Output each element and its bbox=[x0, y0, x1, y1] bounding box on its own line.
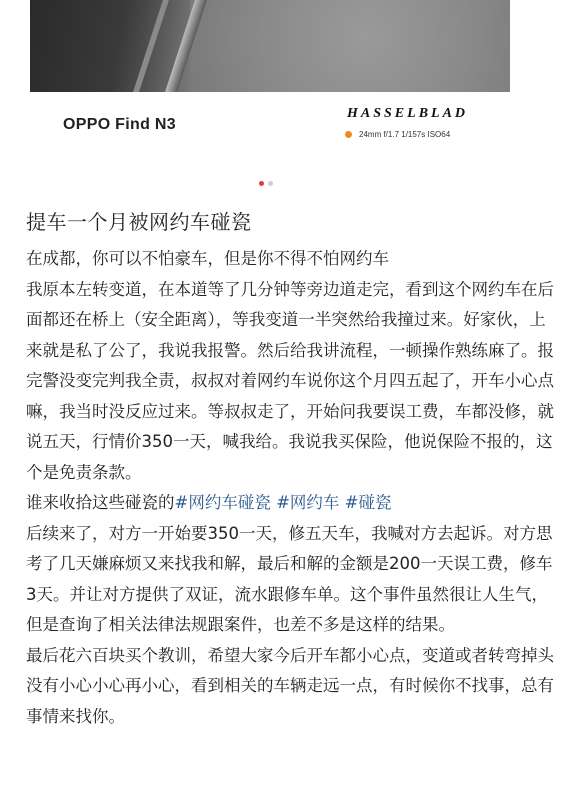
image-pager bbox=[259, 181, 273, 186]
camera-model: OPPO Find N3 bbox=[63, 116, 176, 133]
camera-brand-logo: HASSELBLAD bbox=[347, 106, 469, 121]
camera-watermark bbox=[30, 92, 510, 162]
pager-dot-1[interactable] bbox=[259, 181, 264, 186]
pager-dot-2[interactable] bbox=[268, 181, 273, 186]
post-paragraph-3 bbox=[26, 488, 556, 519]
phone-shadow bbox=[30, 0, 190, 92]
camera-params bbox=[345, 130, 450, 139]
photo-image[interactable] bbox=[30, 0, 510, 92]
lens-dot-icon bbox=[345, 131, 352, 138]
post-paragraph-5: 最后花六百块买个教训，希望大家今后开车都小心点，变道或者转弯掉头没有小心小心再小心，看到相关的车辆走远一点，有时候你不找事，总有事情来找你。 bbox=[26, 645, 554, 726]
hashtag-link[interactable]: #网约车碰瓷 bbox=[174, 493, 271, 512]
post-title: 提车一个月被网约车碰瓷 bbox=[26, 210, 252, 234]
camera-params-text: 24mm f/1.7 1/157s ISO64 bbox=[359, 130, 451, 139]
hashtag-link[interactable]: #网约车 bbox=[276, 493, 340, 512]
hashtag-link[interactable]: #碰瓷 bbox=[344, 493, 392, 512]
post-paragraph-1: 在成都，你可以不怕豪车，但是你不得不怕网约车 bbox=[26, 249, 389, 268]
post-content bbox=[26, 244, 556, 732]
post-paragraph-4: 后续来了，对方一开始要350一天，修五天车，我喊对方去起诉。对方思考了几天嫌麻烦又来找我和解，最后和解的金额是200一天误工费，修车3天。并让对方提供了双证，流水跟修车单。这个事件虽然很让人生气，但是查询了相关法律法规跟案件，也差不多是这样的结果。 bbox=[26, 523, 553, 634]
post-paragraph-2: 我原本左转变道，在本道等了几分钟等旁边道走完，看到这个网约车在后面都还在桥上（安全距离），等我变道一半突然给我撞过来。好家伙，上来就是私了公了，我说我报警。然后给我讲流程，一顿操作熟练麻了。报完警没变完判我全责，叔叔对着网约车说你这个月四五起了，开车小心点嘛，我当时没反应过来。等叔叔走了，开始问我要误工费，车都没修，就说五天，行情价350一天，喊我给。我说我买保险，他说保险不报的，这个是免责条款。 bbox=[26, 279, 554, 482]
post-paragraph-3-text: 谁来收拾这些碰瓷的 bbox=[26, 493, 175, 512]
